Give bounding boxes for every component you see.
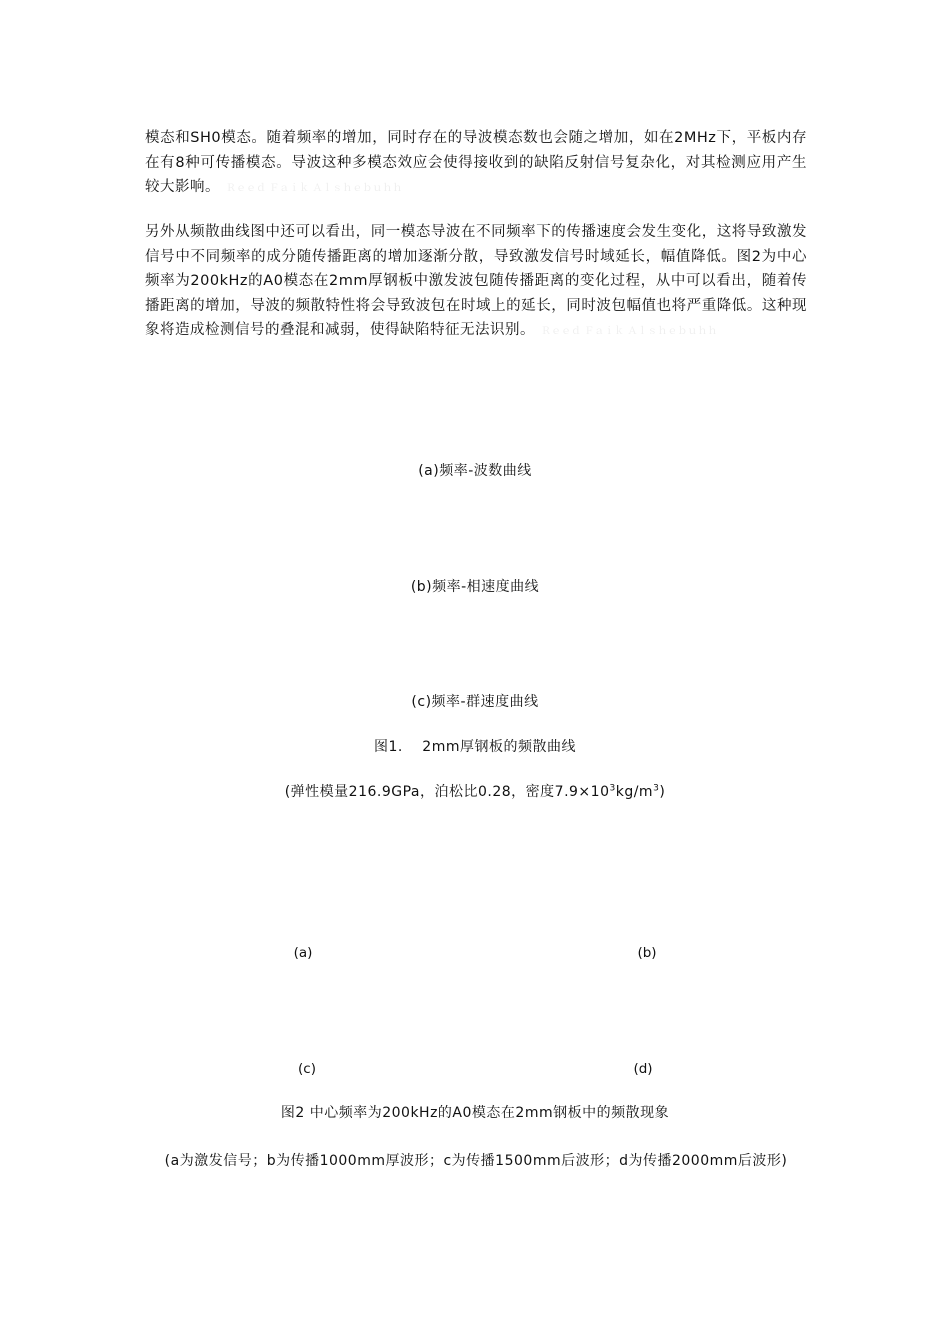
watermark-text-2: Ｒｅｅｄ Ｆａｉｋ Ａｌｓｈｅｂｕｈｈ [541,326,718,337]
figure1-note-mid: kg/m [615,784,654,800]
figure2-label-c: (c) [298,1061,316,1077]
figure2-label-d: (d) [633,1061,653,1077]
figure1-note-sup: 3 [609,783,616,794]
figure1-subcaption-c: (c)频率-群速度曲线 [411,694,539,710]
figure1-subcaption-b: (b)频率-相速度曲线 [410,579,540,595]
figure1-note-sup2: 3 [653,783,660,794]
figure1-note-prefix: (弹性模量216.9GPa，泊松比0.28，密度7.9×10 [284,784,610,800]
figure2-label-b: (b) [637,945,657,961]
figure1-note [0,781,950,803]
figure2-note: (a为激发信号；b为传播1000mm厚波形；c为传播1500mm后波形；d为传播2000mm后波形) [164,1153,788,1169]
paragraph-2 [145,220,807,345]
figure1-note-suffix: ) [659,784,666,800]
figure2-caption: 图2 中心频率为200kHz的A0模态在2mm钢板中的频散现象 [280,1105,670,1121]
figure2-label-a: (a) [293,945,313,961]
figure1-caption: 图1. 2mm厚钢板的频散曲线 [374,739,576,755]
watermark-text-1: Ｒｅｅｄ Ｆａｉｋ Ａｌｓｈｅｂｕｈｈ [226,183,403,194]
figure1-subcaption-a: (a)频率-波数曲线 [418,463,532,479]
paragraph-1-text: 模态和SH0模态。随着频率的增加，同时存在的导波模态数也会随之增加，如在2MHz下，平板内存在有8种可传播模态。导波这种多模态效应会使得接收到的缺陷反射信号复杂化，对其检测应用产生较大影响。 [145,130,807,195]
paragraph-1 [145,126,807,202]
paragraph-2-text: 另外从频散曲线图中还可以看出，同一模态导波在不同频率下的传播速度会发生变化，这将导致激发信号中不同频率的成分随传播距离的增加逐渐分散，导致激发信号时域延长，幅值降低。图2为中心频率为200kHz的A0模态在2mm厚钢板中激发波包随传播距离的变化过程，从中可以看出，随着传播距离的增加，导波的频散特性将会导致波包在时域上的延长，同时波包幅值也将严重降低。这种现象将造成检测信号的叠混和减弱，使得缺陷特征无法识别。 [145,224,807,338]
